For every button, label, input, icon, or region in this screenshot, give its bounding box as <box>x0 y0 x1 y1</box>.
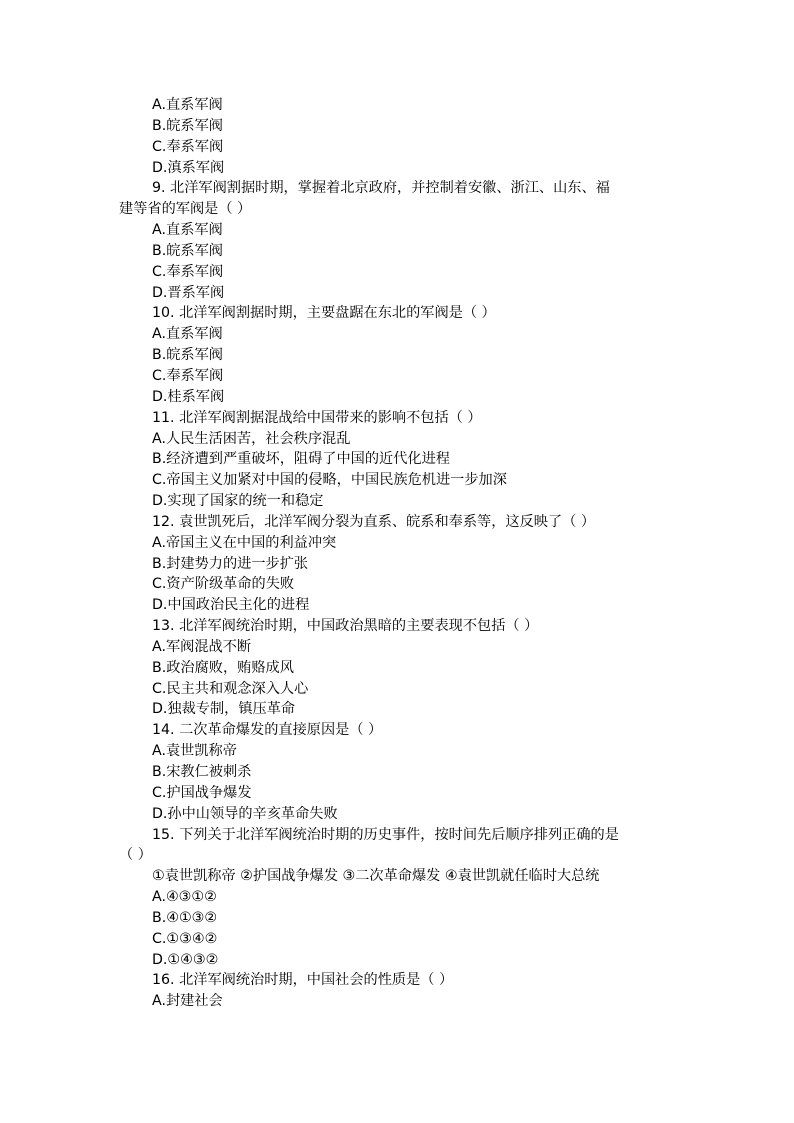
answer-option: C.奉系军阀 <box>152 138 224 155</box>
answer-option: D.中国政治民主化的进程 <box>152 597 310 614</box>
answer-option: A.人民生活困苦，社会秩序混乱 <box>152 430 351 447</box>
answer-option: B.皖系军阀 <box>152 347 223 364</box>
answer-option: A.④③①② <box>152 889 217 906</box>
question-stem: 12. 袁世凯死后，北洋军阀分裂为直系、皖系和奉系等，这反映了（ ） <box>152 513 596 530</box>
answer-option: B.皖系军阀 <box>152 242 223 259</box>
answer-option: A.直系军阀 <box>152 222 223 239</box>
question-stem: 10. 北洋军阀割据时期，主要盘踞在东北的军阀是（ ） <box>152 305 496 322</box>
answer-option: C.资产阶级革命的失败 <box>152 576 295 593</box>
answer-option: ①袁世凯称帝 ②护国战争爆发 ③二次革命爆发 ④袁世凯就任临时大总统 <box>152 868 600 885</box>
answer-option: A.直系军阀 <box>152 326 223 343</box>
answer-option: B.皖系军阀 <box>152 117 223 134</box>
answer-option: D.孙中山领导的辛亥革命失败 <box>152 805 338 822</box>
answer-option: A.封建社会 <box>152 993 223 1010</box>
answer-option: B.封建势力的进一步扩张 <box>152 555 309 572</box>
answer-option: B.政治腐败，贿赂成风 <box>152 659 294 676</box>
answer-option: C.帝国主义加紧对中国的侵略，中国民族危机进一步加深 <box>152 472 507 489</box>
answer-option: C.奉系军阀 <box>152 263 224 280</box>
answer-option: B.宋教仁被刺杀 <box>152 764 252 780</box>
answer-option: D.实现了国家的统一和稳定 <box>152 493 324 510</box>
question-stem: 16. 北洋军阀统治时期，中国社会的性质是（ ） <box>152 972 454 989</box>
question-stem: 11. 北洋军阀割据混战给中国带来的影响不包括（ ） <box>152 409 482 426</box>
question-stem: 14. 二次革命爆发的直接原因是（ ） <box>152 722 383 739</box>
question-list <box>119 95 679 1012</box>
answer-option: D.独裁专制，镇压革命 <box>152 701 296 718</box>
answer-option: A.军阀混战不断 <box>152 638 252 655</box>
answer-option: A.袁世凯称帝 <box>152 743 237 760</box>
answer-option: A.直系军阀 <box>152 97 223 113</box>
answer-option: C.奉系军阀 <box>152 367 224 384</box>
answer-option: D.滇系军阀 <box>152 159 225 176</box>
answer-option: B.经济遭到严重破坏，阻碍了中国的近代化进程 <box>152 451 450 468</box>
answer-option: A.帝国主义在中国的利益冲突 <box>152 534 337 551</box>
question-stem-continued: （ ） <box>119 847 152 864</box>
answer-option: D.①④③② <box>152 951 219 968</box>
answer-option: D.桂系军阀 <box>152 388 225 405</box>
question-stem: 9. 北洋军阀割据时期，掌握着北京政府，并控制着安徽、浙江、山东、福 <box>152 180 610 197</box>
question-stem-continued: 建等省的军阀是（ ） <box>119 201 252 218</box>
answer-option: B.④①③② <box>152 909 218 926</box>
answer-option: D.晋系军阀 <box>152 284 225 301</box>
answer-option: C.护国战争爆发 <box>152 784 252 801</box>
question-stem: 15. 下列关于北洋军阀统治时期的历史事件，按时间先后顺序排列正确的是 <box>152 826 619 843</box>
question-stem: 13. 北洋军阀统治时期，中国政治黑暗的主要表现不包括（ ） <box>152 618 539 635</box>
answer-option: C.①③④② <box>152 930 218 947</box>
answer-option: C.民主共和观念深入人心 <box>152 680 309 697</box>
